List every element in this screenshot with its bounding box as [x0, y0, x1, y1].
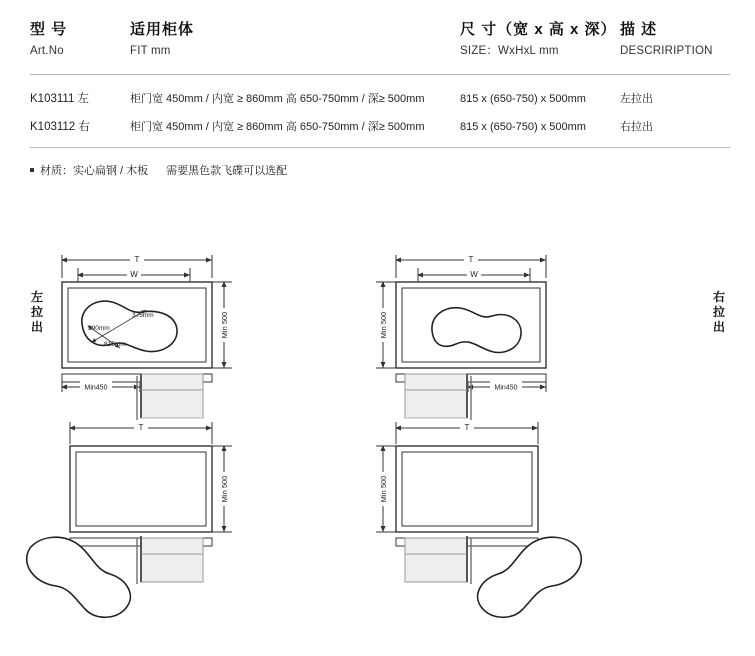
note-prefix: 材质：实心扁钢 / 木板: [40, 165, 149, 177]
basket-outline: [27, 537, 131, 617]
cell-desc: 右拉出: [620, 121, 653, 133]
svg-text:Min 500: Min 500: [220, 475, 229, 503]
header-fit-cn: 适用柜体: [130, 21, 195, 38]
drawing-top-right: [376, 253, 546, 420]
bullet-icon: [30, 168, 34, 172]
technical-drawings: [0, 230, 755, 650]
header-size-cn: 尺 寸（宽 x 高 x 深）: [460, 21, 617, 38]
header-cell-fit: [130, 20, 460, 60]
svg-text:W: W: [130, 270, 138, 279]
svg-text:375mm: 375mm: [132, 312, 154, 319]
drawing-top-left: [62, 253, 232, 420]
table-row: [30, 113, 730, 141]
cell-artno: K103111 左: [30, 93, 90, 105]
svg-text:Min450: Min450: [84, 384, 108, 392]
label-left-pull: 左拉出: [30, 290, 43, 334]
table-row: [30, 85, 730, 113]
cell-size: 815 x (650-750) x 500mm: [460, 121, 586, 133]
label-right-pull: 右拉出: [712, 290, 725, 334]
cell-size: 815 x (650-750) x 500mm: [460, 93, 586, 105]
svg-text:T: T: [138, 423, 144, 432]
cell-fit: 柜门宽 450mm / 内宽 ≥ 860mm 高 650-750mm / 深≥ 500mm: [130, 93, 425, 105]
svg-text:Min 500: Min 500: [379, 475, 388, 503]
cell-desc: 左拉出: [620, 93, 653, 105]
svg-text:390mm: 390mm: [88, 325, 110, 332]
cell-fit: 柜门宽 450mm / 内宽 ≥ 860mm 高 650-750mm / 深≥ 500mm: [130, 121, 425, 133]
material-note: [30, 162, 287, 178]
svg-text:Min 500: Min 500: [220, 311, 229, 339]
drawings-svg: [0, 230, 755, 650]
header-cell-desc: [620, 20, 730, 60]
note-suffix: 需要黑色款飞碟可以选配: [166, 165, 288, 177]
header-size-en: SIZE：WxHxL mm: [460, 45, 559, 57]
header-fit-en: FIT mm: [130, 45, 171, 57]
header-cell-size: [460, 20, 620, 60]
table-header-row: [30, 20, 730, 74]
svg-text:T: T: [134, 255, 140, 264]
header-cell-artno: [30, 20, 130, 60]
basket-outline: [478, 537, 582, 617]
svg-text:W: W: [470, 270, 478, 279]
cell-artno: K103112 右: [30, 121, 90, 133]
drawing-bottom-right: [376, 421, 581, 617]
header-artno-cn: 型 号: [30, 21, 68, 38]
header-desc-cn: 描 述: [620, 21, 658, 38]
spec-table: [30, 20, 730, 148]
header-artno-en: Art.No: [30, 45, 64, 57]
svg-text:Min 500: Min 500: [379, 311, 388, 339]
table-bottom-divider: [30, 147, 730, 148]
svg-text:Min450: Min450: [494, 384, 518, 392]
table-header-divider: [30, 74, 730, 75]
drawing-bottom-left: [27, 421, 232, 617]
svg-text:T: T: [468, 255, 474, 264]
header-desc-en: DESCRIRIPTION: [620, 45, 713, 57]
svg-text:T: T: [464, 423, 470, 432]
svg-text:815mm: 815mm: [104, 341, 126, 348]
